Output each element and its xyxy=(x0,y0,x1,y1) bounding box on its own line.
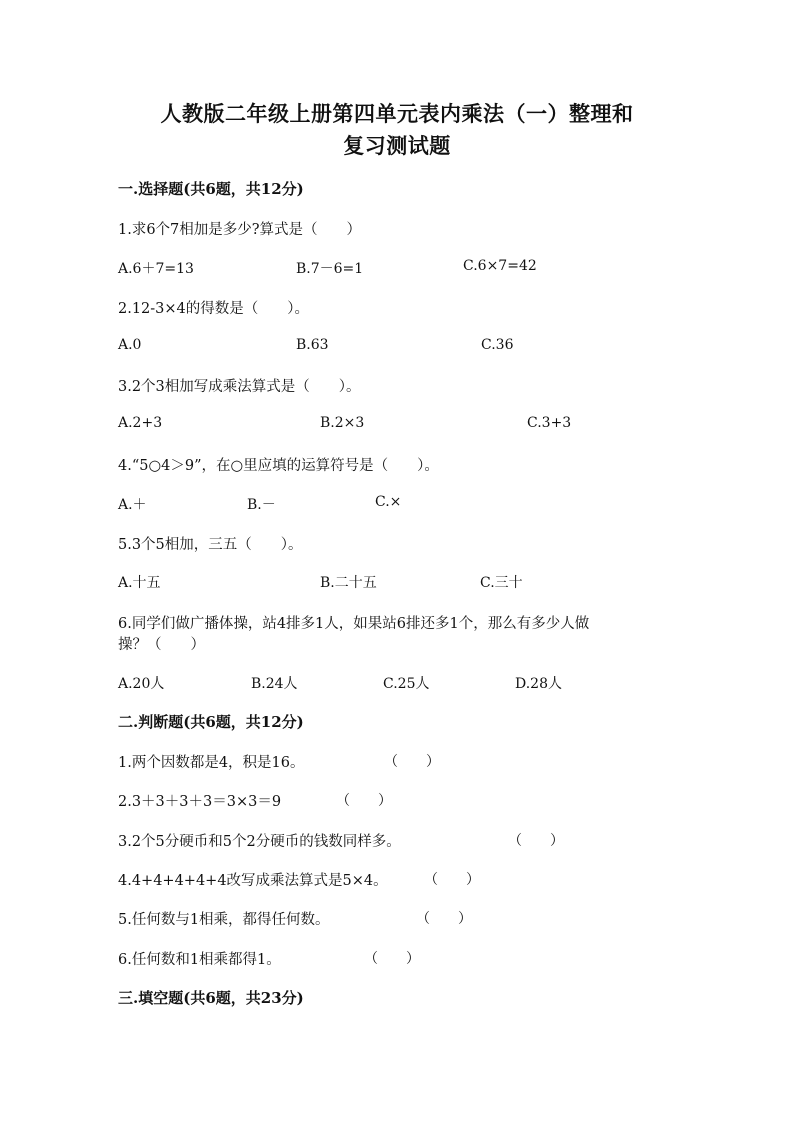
choice-1-option-c: C.6×7=42 xyxy=(463,258,537,274)
choice-6-option-b: B.24人 xyxy=(251,676,298,692)
judge-5-blank: （ ） xyxy=(416,911,472,927)
choice-4-option-c: C.× xyxy=(375,494,402,510)
choice-1-option-b: B.7－6=1 xyxy=(296,261,364,277)
choice-question-6-line2: 操？（ ） xyxy=(118,637,205,653)
choice-question-4: 4.“5○4＞9”，在○里应填的运算符号是（ ）。 xyxy=(118,458,439,474)
judge-question-1: 1.两个因数都是4，积是16。 xyxy=(118,755,305,771)
choice-3-option-b: B.2×3 xyxy=(320,415,365,431)
choice-5-option-a: A.十五 xyxy=(118,575,161,591)
choice-6-option-a: A.20人 xyxy=(118,676,165,692)
choice-2-option-c: C.36 xyxy=(481,337,514,353)
choice-4-option-b: B.－ xyxy=(247,497,276,513)
choice-question-5: 5.3个5相加，三五（ ）。 xyxy=(118,537,303,553)
judge-question-4: 4.4+4+4+4+4改写成乘法算式是5×4。 xyxy=(118,873,388,889)
judge-question-6: 6.任何数和1相乘都得1。 xyxy=(118,952,281,968)
judge-question-5: 5.任何数与1相乘，都得任何数。 xyxy=(118,912,330,928)
choice-5-option-c: C.三十 xyxy=(480,575,523,591)
choice-6-option-d: D.28人 xyxy=(515,676,562,692)
section-heading-fill: 三.填空题(共6题，共23分) xyxy=(118,989,304,1007)
section-heading-choice: 一.选择题(共6题，共12分) xyxy=(118,180,304,198)
judge-6-blank: （ ） xyxy=(364,951,420,967)
choice-question-1: 1.求6个7相加是多少?算式是（ ） xyxy=(118,222,362,238)
judge-4-blank: （ ） xyxy=(424,872,480,888)
document-title-line2: 复习测试题 xyxy=(343,133,451,158)
judge-question-3: 3.2个5分硬币和5个2分硬币的钱数同样多。 xyxy=(118,834,401,850)
choice-question-6-line1: 6.同学们做广播体操，站4排多1人，如果站6排还多1个，那么有多少人做 xyxy=(118,616,590,632)
judge-3-blank: （ ） xyxy=(508,833,564,849)
choice-2-option-a: A.0 xyxy=(118,337,142,353)
choice-5-option-b: B.二十五 xyxy=(320,575,377,591)
choice-6-option-c: C.25人 xyxy=(383,676,430,692)
section-heading-judge: 二.判断题(共6题，共12分) xyxy=(118,713,304,731)
choice-2-option-b: B.63 xyxy=(296,337,329,353)
choice-4-option-a: A.＋ xyxy=(118,497,147,513)
judge-2-blank: （ ） xyxy=(336,793,392,809)
document-title-line1: 人教版二年级上册第四单元表内乘法（一）整理和 xyxy=(160,101,634,126)
choice-3-option-a: A.2+3 xyxy=(118,415,163,431)
choice-question-3: 3.2个3相加写成乘法算式是（ ）。 xyxy=(118,379,361,395)
judge-question-2: 2.3＋3＋3＋3＝3×3＝9 xyxy=(118,794,282,810)
choice-question-2: 2.12-3×4的得数是（ ）。 xyxy=(118,301,310,317)
judge-1-blank: （ ） xyxy=(384,754,440,770)
choice-3-option-c: C.3+3 xyxy=(527,415,572,431)
choice-1-option-a: A.6＋7=13 xyxy=(118,261,194,277)
